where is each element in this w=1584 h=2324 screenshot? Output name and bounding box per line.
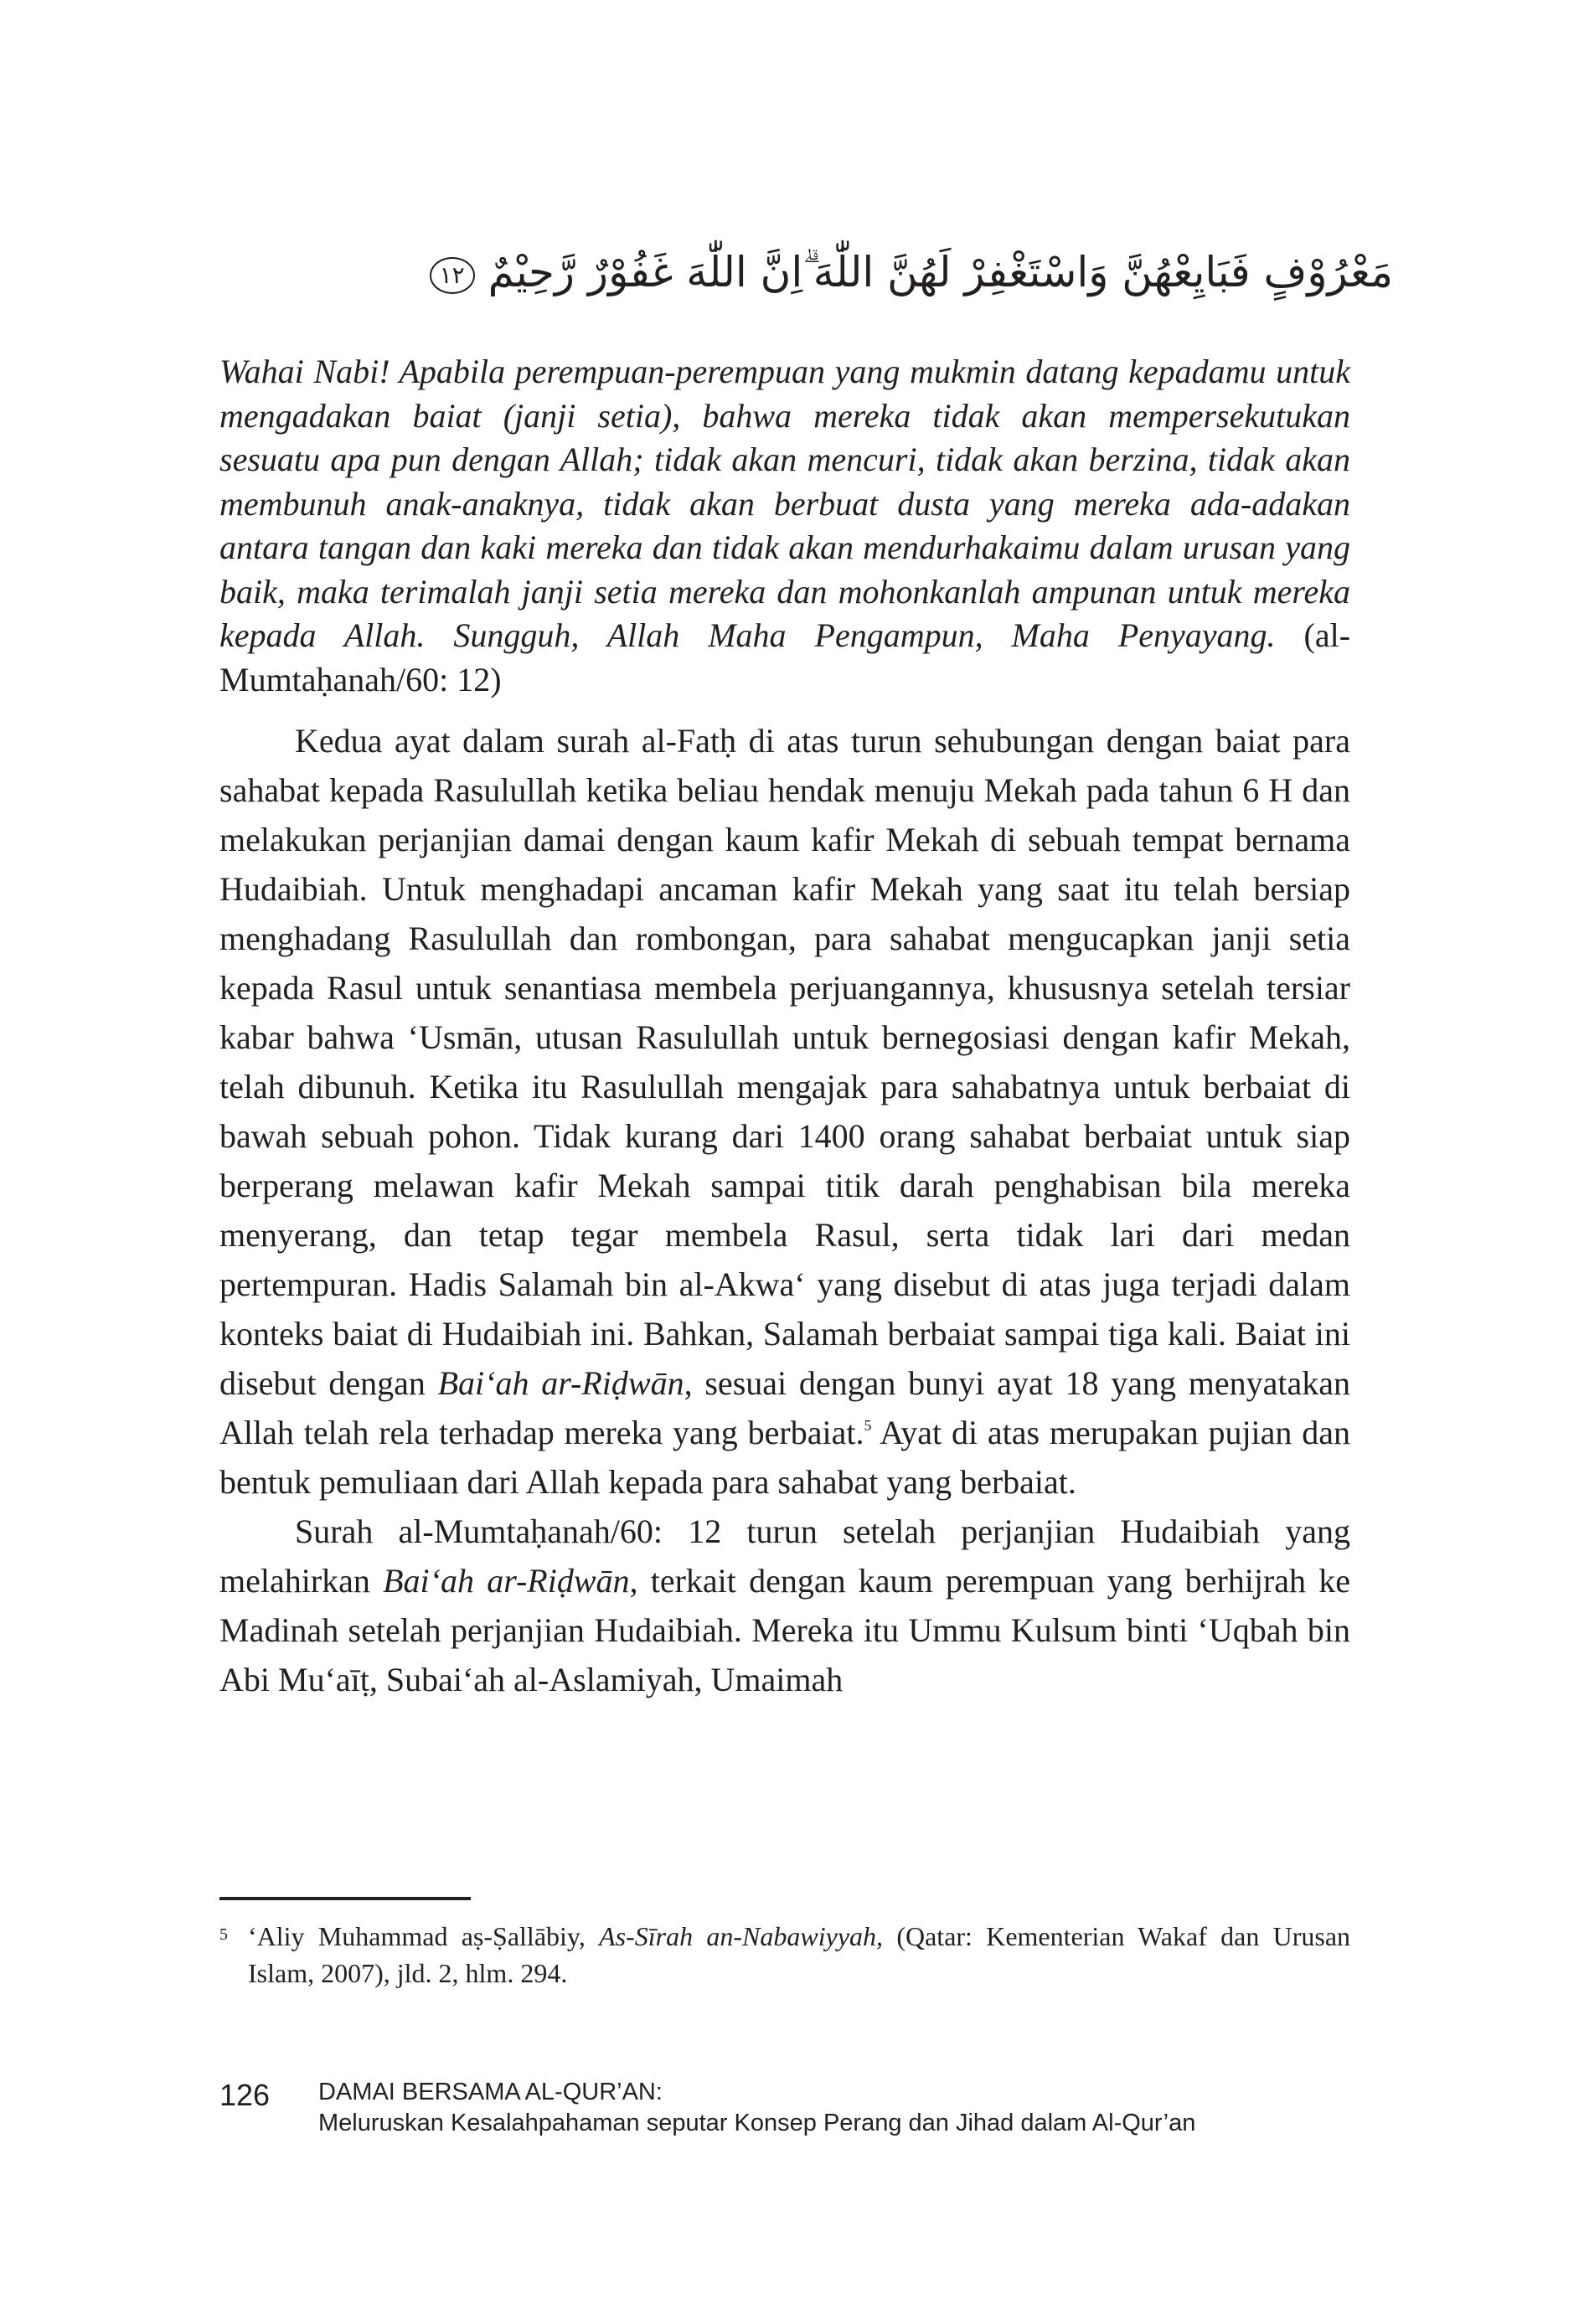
paragraph-2-part-2: , terkait dengan kaum perempuan yang berhijrah ke Madinah setelah perjanjian Hudaibiah. Mereka itu Ummu Kulsum binti ‘Uqbah bin Abi Mu‘aīṭ, Subai‘ah al-Aslamiyah, Umaimah [219,1562,1351,1698]
paragraph-2 [219,1507,1350,1704]
running-title [318,2077,1195,2139]
verse-translation [219,350,1350,702]
paragraph-1 [219,716,1350,1507]
arabic-verse-text: مَعْرُوْفٍ فَبَايِعْهُنَّ وَاسْتَغْفِرْ لَهُنَّ اللّٰهَ ۗاِنَّ اللّٰهَ غَفُوْرٌ رَّحِيْمٌ [488,248,1393,296]
footnote-italic-title: As-Sīrah an-Nabawiyyah, [599,1921,884,1951]
footnote-part-1: ‘Aliy Muhammad aṣ-Ṣallābiy, [248,1921,586,1951]
paragraph-1-italic-term: Bai‘ah ar-Riḍwān [437,1364,684,1402]
book-subtitle: Meluruskan Kesalahpahaman seputar Konsep Perang dan Jihad dalam Al-Qur’an [318,2110,1196,2136]
arabic-verse [218,226,1393,318]
footnote-text [219,1918,1350,1992]
ayah-number-marker: ١٢ [430,257,475,294]
paragraph-1-part-1: Kedua ayat dalam surah al-Fatḥ di atas turun sehubungan dengan baiat para sahabat kepada Rasulullah ketika beliau hendak menuju Mekah pada tahun 6 H dan melakukan perjanjian damai dengan kaum kafir Mekah di sebuah tempat bernama Hudaibiah. Untuk menghadapi ancaman kafir Mekah yang saat itu telah bersiap menghadang Rasulullah dan rombongan, para sahabat mengucapkan janji setia kepada Rasul untuk senantiasa membela perjuangannya, khususnya setelah tersiar kabar bahwa ‘Usmān, utusan Rasulullah untuk bernegosiasi dengan kafir Mekah, telah dibunuh. Ketika itu Rasulullah mengajak para sahabatnya untuk berbaiat di bawah sebuah pohon. Tidak kurang dari 1400 orang sahabat berbaiat untuk siap berperang melawan kafir Mekah sampai titik darah penghabisan bila mereka menyerang, dan tetap tegar membela Rasul, serta tidak lari dari medan pertempuran. Hadis Salamah bin al-Akwa‘ yang disebut di atas juga terjadi dalam konteks baiat di Hudaibiah ini. Bahkan, Salamah berbaiat sampai tiga kali. Baiat ini disebut dengan [219,722,1350,1402]
footnote-divider [219,1897,471,1900]
footnote [219,1918,1350,1992]
footnote-marker[interactable]: 5 [864,1417,872,1434]
book-title: DAMAI BERSAMA AL-QUR’AN: [318,2079,663,2105]
footnote-part-2: (Qatar: Kementerian Wakaf dan Urusan Islam, 2007), jld. 2, hlm. 294. [248,1921,1351,1988]
body-text [219,716,1350,1704]
paragraph-2-italic-term: Bai‘ah ar-Riḍwān [383,1562,630,1600]
translation-text: Wahai Nabi! Apabila perempuan-perempuan yang mukmin datang kepadamu untuk mengadakan baiat (janji setia), bahwa mereka tidak akan mempersekutukan sesuatu apa pun dengan Allah; tidak akan mencuri, tidak akan berzina, tidak akan membunuh anak-anaknya, tidak akan berbuat dusta yang mereka ada-adakan antara tangan dan kaki mereka dan tidak akan mendurhakaimu dalam urusan yang baik, maka terimalah janji setia mereka dan mohonkanlah ampunan untuk mereka kepada Allah. Sungguh, Allah Maha Pengampun, Maha Penyayang. [219,353,1350,654]
footnote-number: 5 [219,1925,228,1944]
paragraph-1-part-3: Ayat di atas merupakan pujian dan bentuk pemuliaan dari Allah kepada para sahabat yang berbaiat. [219,1414,1351,1501]
page-number: 126 [219,2078,271,2112]
paragraph-2-part-1: Surah al-Mumtaḥanah/60: 12 turun setelah perjanjian Hudaibiah yang melahirkan [219,1512,1350,1600]
paragraph-1-part-2: , sesuai dengan bunyi ayat 18 yang menyatakan Allah telah rela terhadap mereka yang berbaiat. [219,1364,1351,1451]
verse-reference: (al-Mumtaḥanah/60: 12) [219,616,1351,698]
